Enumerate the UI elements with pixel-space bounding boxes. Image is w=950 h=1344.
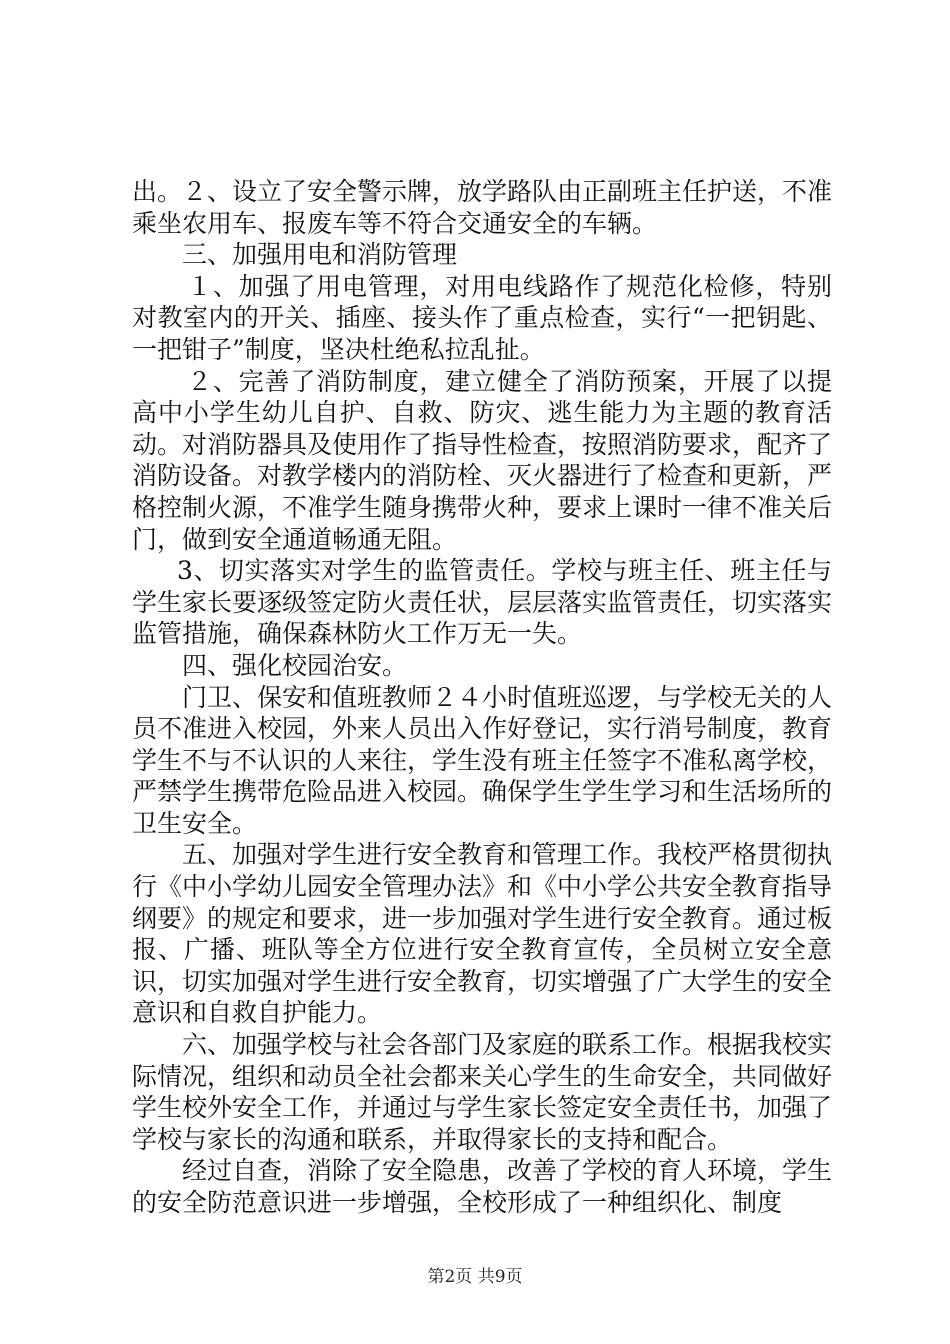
- paragraph-safety-education: 五、加强对学生进行安全教育和管理工作。我校严格贯彻执行《中小学幼儿园安全管理办法》和《中小学公共安全教育指导纲要》的规定和要求，进一步加强对学生进行安全教育。通过板报、广播、班队等全方位进行安全教育宣传，全员树立安全意识，切实加强对学生进行安全教育，切实增强了广大学生的安全意识和自救自护能力。: [132, 840, 833, 1028]
- paragraph-electricity: １、加强了用电管理，对用电线路作了规范化检修，特别对教室内的开关、插座、接头作了重点检查，实行“一把钥匙、一把钳子”制度，坚决杜绝私拉乱扯。: [132, 271, 832, 364]
- paragraph-campus-security: 门卫、保安和值班教师２４小时值班巡逻，与学校无关的人员不准进入校园，外来人员出入作好登记，实行消号制度，教育学生不与不认识的人来往，学生没有班主任签字不准私离学校，严禁学生携带危险品进入校园。确保学生学生学习和生活场所的卫生安全。: [132, 682, 833, 838]
- section-heading-campus-security: 四、强化校园治安。: [182, 650, 408, 680]
- paragraph-conclusion: 经过自查，消除了安全隐患，改善了学校的育人环境，学生的安全防范意识进一步增强，全校形成了一种组织化、制度: [132, 1156, 833, 1217]
- section-heading-electricity-fire: 三、加强用电和消防管理: [182, 240, 458, 270]
- paragraph-traffic-continued: 出。２、设立了安全警示牌，放学路队由正副班主任护送，不准乘坐农用车、报废车等不符合交通安全的车辆。: [132, 177, 833, 238]
- paragraph-community-contact: 六、加强学校与社会各部门及家庭的联系工作。根据我校实际情况，组织和动员全社会都来关心学生的生命安全，共同做好学生校外安全工作，并通过与学生家长签定安全责任书，加强了学校与家长的沟通和联系，并取得家长的支持和配合。: [132, 1030, 833, 1154]
- document-body: [132, 176, 832, 1219]
- paragraph-supervision: 3、切实落实对学生的监管责任。学校与班主任、班主任与学生家长要逐级签定防火责任状，层层落实监管责任，切实落实监管措施，确保森林防火工作万无一失。: [132, 556, 833, 649]
- paragraph-fire-system: ２、完善了消防制度，建立健全了消防预案，开展了以提高中小学生幼儿自护、自救、防灾、逃生能力为主题的教育活动。对消防器具及使用作了指导性检查，按照消防要求，配齐了消防设备。对教学楼内的消防栓、灭火器进行了检查和更新，严格控制火源，不准学生随身携带火种，要求上课时一律不准关后门，做到安全通道畅通无阻。: [132, 366, 833, 554]
- page-footer: 第2页 共9页: [427, 1267, 523, 1287]
